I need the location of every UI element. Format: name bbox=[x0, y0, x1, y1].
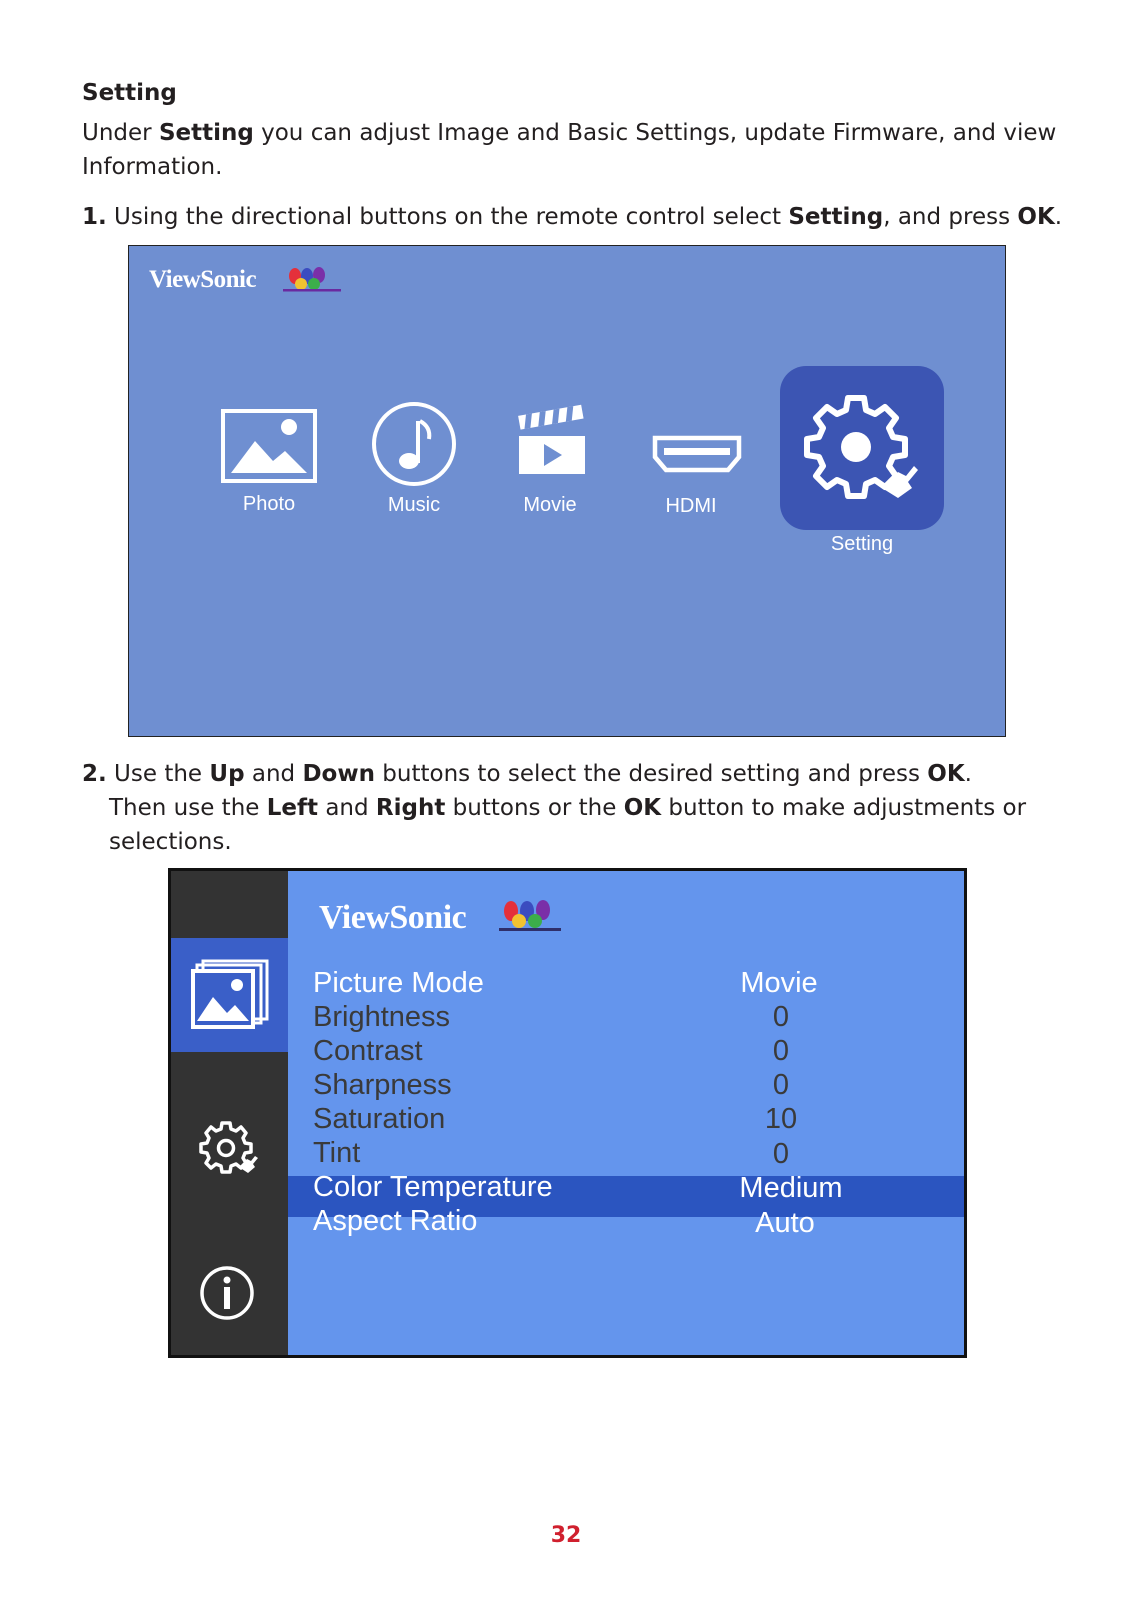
settings-sidebar bbox=[171, 871, 288, 1355]
step-text: Then use the bbox=[109, 795, 267, 821]
image-icon[interactable] bbox=[189, 959, 271, 1031]
menu-row-sharpness-label[interactable]: Sharpness bbox=[313, 1069, 452, 1101]
birds-logo-icon bbox=[495, 895, 563, 935]
step-bold: Right bbox=[375, 795, 446, 821]
step-text: . bbox=[964, 761, 972, 787]
step-bold: Up bbox=[209, 761, 245, 787]
menu-row-picture-mode-value: Movie bbox=[740, 967, 818, 999]
step-text: , and press bbox=[883, 204, 1018, 230]
movie-icon[interactable] bbox=[517, 404, 587, 476]
music-icon[interactable] bbox=[371, 401, 457, 487]
hdmi-icon[interactable] bbox=[652, 435, 742, 473]
step-text: Use the bbox=[106, 761, 210, 787]
step-text: and bbox=[318, 795, 376, 821]
step-bold: OK bbox=[927, 761, 965, 787]
step-number: 2. bbox=[82, 761, 107, 787]
menu-row-color-temperature-label[interactable]: Color Temperature bbox=[313, 1171, 553, 1203]
step-text: buttons or the bbox=[445, 795, 624, 821]
step-text: buttons to select the desired setting and press bbox=[374, 761, 928, 787]
section-heading: Setting bbox=[82, 80, 177, 106]
step-2-line-3: selections. bbox=[109, 829, 232, 855]
viewsonic-logo: ViewSonic bbox=[319, 899, 467, 936]
intro-line-1 bbox=[82, 116, 1056, 150]
step-bold: Left bbox=[266, 795, 319, 821]
step-bold: OK bbox=[1017, 204, 1055, 230]
menu-row-color-temperature-value: Medium bbox=[739, 1172, 843, 1204]
setting-tile-selected[interactable] bbox=[780, 366, 944, 530]
intro-bold-setting: Setting bbox=[158, 120, 254, 146]
step-text: . bbox=[1054, 204, 1063, 230]
menu-row-contrast-label[interactable]: Contrast bbox=[313, 1035, 423, 1067]
gear-icon[interactable] bbox=[199, 1119, 261, 1175]
step-bold: Setting bbox=[788, 204, 884, 230]
step-bold: Down bbox=[302, 761, 375, 787]
menu-row-contrast-value: 0 bbox=[772, 1035, 790, 1067]
step-bold: OK bbox=[623, 795, 662, 821]
home-label-hdmi: HDMI bbox=[665, 495, 717, 517]
menu-row-brightness-value: 0 bbox=[772, 1001, 790, 1033]
intro-text: you can adjust Image and Basic Settings, update Firmware, and view bbox=[253, 120, 1057, 146]
gear-icon bbox=[802, 390, 922, 502]
home-label-setting: Setting bbox=[830, 533, 894, 555]
home-label-music: Music bbox=[387, 494, 441, 516]
menu-row-aspect-ratio-value: Auto bbox=[755, 1207, 815, 1239]
home-menu-screenshot bbox=[128, 245, 1006, 737]
home-label-movie: Movie bbox=[523, 494, 577, 516]
menu-row-sharpness-value: 0 bbox=[772, 1069, 790, 1101]
step-text: and bbox=[244, 761, 303, 787]
menu-row-saturation-label[interactable]: Saturation bbox=[313, 1103, 446, 1135]
menu-row-aspect-ratio-label[interactable]: Aspect Ratio bbox=[313, 1205, 478, 1237]
menu-row-picture-mode-label[interactable]: Picture Mode bbox=[313, 967, 484, 999]
intro-text: Under bbox=[82, 120, 159, 146]
photo-icon[interactable] bbox=[221, 409, 317, 483]
settings-menu-screenshot bbox=[168, 868, 967, 1358]
step-text: button to make adjustments or bbox=[661, 795, 1027, 821]
home-label-photo: Photo bbox=[242, 493, 296, 515]
step-text: Using the directional buttons on the remote control select bbox=[106, 204, 789, 230]
step-2-line-1 bbox=[82, 757, 972, 791]
info-icon[interactable] bbox=[199, 1265, 255, 1321]
menu-row-tint-value: 0 bbox=[772, 1138, 790, 1170]
menu-row-brightness-label[interactable]: Brightness bbox=[313, 1001, 451, 1033]
step-2-line-2 bbox=[109, 791, 1026, 825]
menu-row-tint-label[interactable]: Tint bbox=[313, 1137, 361, 1169]
intro-line-2: Information. bbox=[82, 154, 223, 180]
step-number: 1. bbox=[82, 204, 107, 230]
page-number: 32 bbox=[550, 1523, 582, 1548]
viewsonic-logo: ViewSonic bbox=[149, 266, 257, 293]
step-1 bbox=[82, 200, 1062, 234]
birds-logo-icon bbox=[279, 262, 341, 296]
menu-row-saturation-value: 10 bbox=[764, 1103, 798, 1135]
